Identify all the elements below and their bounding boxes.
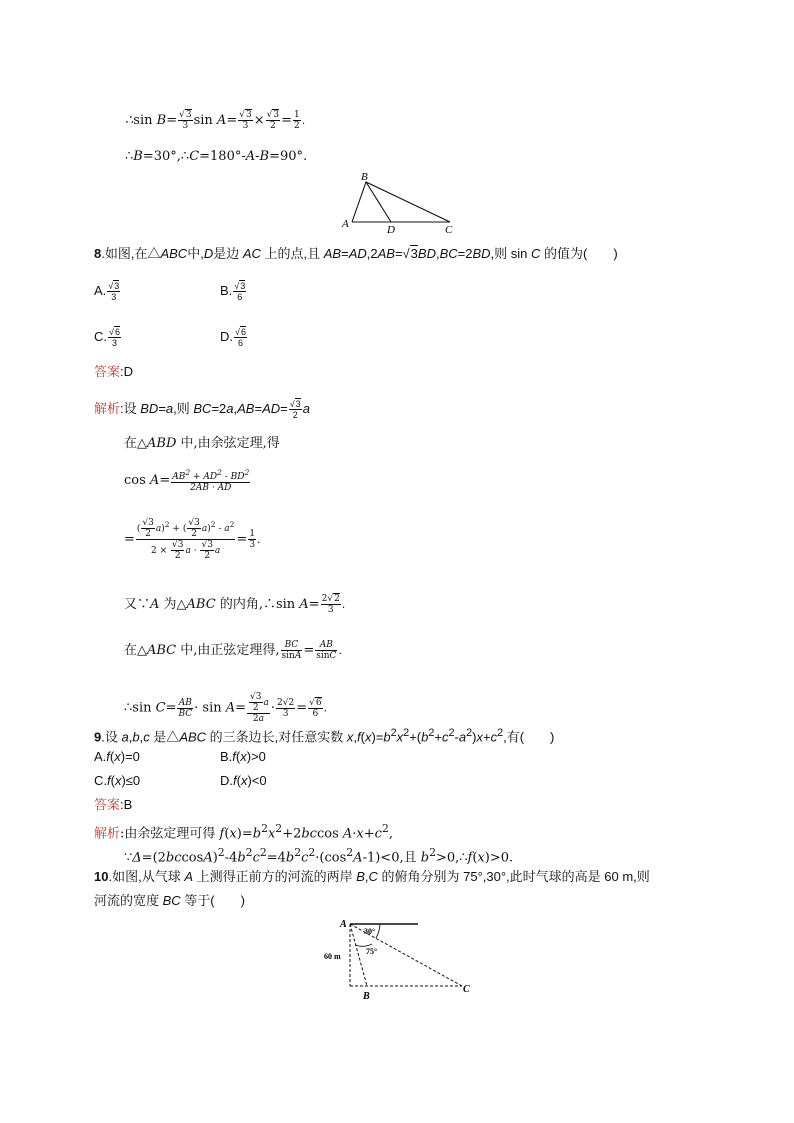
triangle-figure-abc [336,170,466,236]
q9-option-c[interactable]: C.f(x)≤0 [94,773,141,788]
q9-option-b[interactable]: B.f(x)>0 [220,749,266,764]
q8-option-c[interactable]: C. $\frac{√6}{3}$ [94,327,120,348]
q9-option-d[interactable]: D.f(x)<0 [220,773,267,788]
fig2-label-30: 30° [364,927,376,936]
question-9-stem: 9.设 a,b,c 是△ABC 的三条边长,对任意实数 $x,f(x)=b^2x^2+(b^2+c^2-a^2)x+c^2$,有( ) [94,727,555,745]
prev-solution-line-2: ∴B=30°,∴C=180°-A-B=90°. [125,149,308,164]
q8-option-d[interactable]: D. $\frac{√6}{6}$ [220,327,246,348]
q9-answer: 答案:B [94,797,133,812]
fig2-label-75: 75° [366,947,378,956]
fig1-label-a: A [342,218,349,230]
fig1-label-b: B [361,171,368,183]
q9-analysis-line-2: $\because\Delta=(2bccosA)^2-4b^2c^2=4b^2c^2\cdot(\cos^2A-1)<0$,且 $b^2>0,\therefore f(x)>0$. [124,846,514,866]
q8-answer: 答案:D [94,364,134,379]
q8-analysis-line-5: 又∵A 为△ABC 的内角,∴sin A= $\frac{2√2}{3}$ . [124,594,346,615]
fig1-label-c: C [445,224,453,236]
q8-option-a[interactable]: A. $\frac{√3}{3}$ [94,281,120,302]
q8-analysis-line-6: 在△ABC 中,由正弦定理得, $\frac{BC}{\sin A}$ = $\frac{AB}{\sin C}$ . [124,640,342,661]
fig2-label-60m: 60 m [324,952,341,961]
q8-answer-label: 答案 [94,364,121,379]
q8-analysis-line-3: cos A= $\frac{AB^2 + AD^2 - BD^2}{2AB \cdot AD}$ [124,468,250,493]
q9-analysis-line-1: 解析:由余弦定理可得 $f(x)=b^2x^2+2bccos$ $A\cdot x+c^2$, [94,822,393,842]
question-8-stem: 8.如图,在△ABC中,D是边 AC 上的点,且 AB=AD,2AB=√3BD,BC=2BD,则 sin C 的值为( ) [94,246,618,261]
fig1-label-d: D [387,224,395,236]
q9-analysis-label: 解析 [94,825,121,841]
q8-analysis-label: 解析 [94,400,121,416]
q8-analysis-line-4: = ( $\frac{√3}{2}$ a)$^2$ + ( $\frac{√3}{2}$ $a)^2 - a^2$ 2 × $\frac{√3}{2}$ a · $\frac{√3}{2}$ a = $\frac{1}{3}$ . [124,518,261,561]
prev-solution-line-1: ∴sin B= $\frac{√3}{3}$ sin A= $\frac{√3}{3}$ × $\frac{√3}{2}$ = $\frac{1}{2}$ . [125,110,306,131]
q8-option-b[interactable]: B. $\frac{√3}{6}$ [220,281,246,302]
q9-answer-label: 答案 [94,797,121,812]
fig2-label-c: C [463,984,470,995]
fig2-label-a: A [340,919,347,930]
q8-analysis-line-1: 解析:设 BD=a,则 BC=2a,AB=AD= $\frac{√3}{2}$ a [94,399,310,420]
q9-option-a[interactable]: A.f(x)=0 [94,749,140,764]
question-10-stem-line-2: 河流的宽度 BC 等于( ) [94,893,245,908]
balloon-river-figure [320,914,480,1004]
fig2-label-b: B [363,991,370,1002]
q8-analysis-line-7: ∴sin C= $\frac{AB}{BC}$ · sin A= $\frac{√3}{2}$ a 2a · $\frac{2√2}{3}$ = $\frac{√6}{6}$ . [124,692,328,724]
question-10-stem-line-1: 10.如图,从气球 A 上测得正前方的河流的两岸 B,C 的俯角分别为 75°,30°,此时气球的高是 60 m,则 [94,869,650,884]
q8-analysis-line-2: 在△ABD 中,由余弦定理,得 [124,436,280,451]
